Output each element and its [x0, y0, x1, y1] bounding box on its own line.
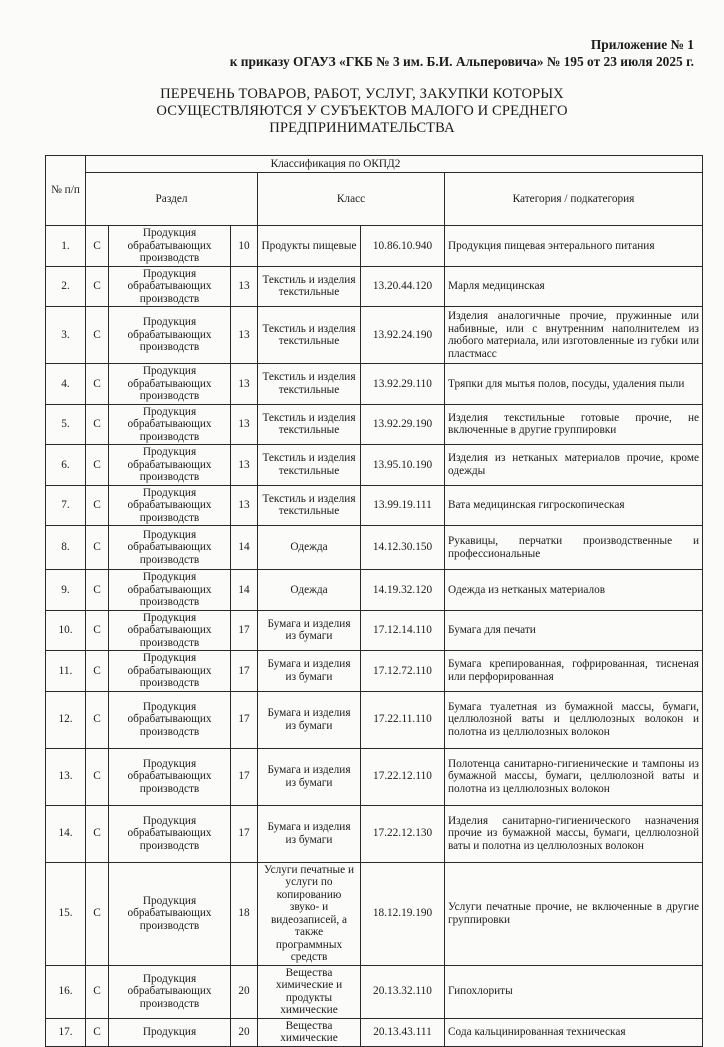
class-name: Текстиль и изделия текстильные: [258, 266, 361, 307]
section-name: Продукция обрабатывающих производств: [109, 862, 231, 965]
table-row: [46, 610, 703, 651]
category-code: 13.20.44.120: [361, 266, 445, 307]
class-code: 13: [231, 266, 258, 307]
col-number-header: № п/п: [46, 156, 86, 226]
section-letter: С: [86, 610, 109, 651]
section-name: Продукция обрабатывающих производств: [109, 364, 231, 405]
col-category-header: Категория / подкатегория: [445, 173, 703, 226]
section-name: Продукция обрабатывающих производств: [109, 570, 231, 611]
item-name: Гипохлориты: [445, 965, 703, 1018]
class-code: 13: [231, 404, 258, 445]
section-letter: С: [86, 805, 109, 862]
table-row: [46, 805, 703, 862]
table-row: [46, 307, 703, 364]
class-code: 13: [231, 485, 258, 526]
section-letter: С: [86, 748, 109, 805]
class-name: Вещества химические и продукты химические: [258, 965, 361, 1018]
section-letter: С: [86, 965, 109, 1018]
section-letter: С: [86, 364, 109, 405]
category-code: 17.22.11.110: [361, 691, 445, 748]
section-name: Продукция обрабатывающих производств: [109, 266, 231, 307]
class-code: 17: [231, 805, 258, 862]
table-row: [46, 364, 703, 405]
row-number: 10.: [46, 610, 86, 651]
category-code: 20.13.32.110: [361, 965, 445, 1018]
col-section-header: Раздел: [86, 173, 258, 226]
category-code: 17.12.72.110: [361, 651, 445, 692]
table-row: [46, 404, 703, 445]
class-name: Текстиль и изделия текстильные: [258, 307, 361, 364]
title-line-3: ПРЕДПРИНИМАТЕЛЬСТВА: [269, 120, 455, 136]
item-name: Одежда из нетканых материалов: [445, 570, 703, 611]
class-code: 17: [231, 691, 258, 748]
section-name: Продукция обрабатывающих производств: [109, 445, 231, 486]
class-code: 13: [231, 364, 258, 405]
table-row: [46, 691, 703, 748]
item-name: Изделия из нетканых материалов прочие, кроме одежды: [445, 445, 703, 486]
row-number: 3.: [46, 307, 86, 364]
class-code: 14: [231, 570, 258, 611]
class-name: Бумага и изделия из бумаги: [258, 748, 361, 805]
goods-table: [45, 155, 703, 1047]
item-name: Изделия аналогичные прочие, пружинные или набивные, или с внутренним наполнителем из любого материала, или изготовленные из губки или пластмасс: [445, 307, 703, 364]
section-name: Продукция обрабатывающих производств: [109, 691, 231, 748]
category-code: 13.92.29.110: [361, 364, 445, 405]
section-name: Продукция обрабатывающих производств: [109, 307, 231, 364]
table-row: [46, 965, 703, 1018]
col-class-header: Класс: [258, 173, 445, 226]
category-code: 17.22.12.130: [361, 805, 445, 862]
item-name: Бумага туалетная из бумажной массы, бумаги, целлюлозной ваты и целлюлозных волокон и полотна из целлюлозных волокон: [445, 691, 703, 748]
row-number: 1.: [46, 226, 86, 267]
section-name: Продукция: [109, 1018, 231, 1046]
item-name: Сода кальцинированная техническая: [445, 1018, 703, 1046]
class-name: Текстиль и изделия текстильные: [258, 404, 361, 445]
item-name: Услуги печатные прочие, не включенные в другие группировки: [445, 862, 703, 965]
row-number: 7.: [46, 485, 86, 526]
section-letter: С: [86, 226, 109, 267]
class-name: Бумага и изделия из бумаги: [258, 651, 361, 692]
item-name: Бумага для печати: [445, 610, 703, 651]
title-line-1: ПЕРЕЧЕНЬ ТОВАРОВ, РАБОТ, УСЛУГ, ЗАКУПКИ КОТОРЫХ: [160, 86, 564, 102]
table-row: [46, 526, 703, 570]
class-code: 17: [231, 610, 258, 651]
section-name: Продукция обрабатывающих производств: [109, 526, 231, 570]
document-title: [40, 86, 684, 137]
class-name: Бумага и изделия из бумаги: [258, 691, 361, 748]
table-row: [46, 570, 703, 611]
class-code: 14: [231, 526, 258, 570]
class-code: 17: [231, 748, 258, 805]
category-code: 10.86.10.940: [361, 226, 445, 267]
section-name: Продукция обрабатывающих производств: [109, 610, 231, 651]
item-name: Вата медицинская гигроскопическая: [445, 485, 703, 526]
table-row: [46, 266, 703, 307]
category-code: 20.13.43.111: [361, 1018, 445, 1046]
section-letter: С: [86, 862, 109, 965]
title-line-2: ОСУЩЕСТВЛЯЮТСЯ У СУБЪЕКТОВ МАЛОГО И СРЕДНЕГО: [156, 103, 568, 119]
class-name: Текстиль и изделия текстильные: [258, 445, 361, 486]
table-row: [46, 485, 703, 526]
section-letter: С: [86, 307, 109, 364]
class-name: Текстиль и изделия текстильные: [258, 485, 361, 526]
table-row: [46, 445, 703, 486]
row-number: 15.: [46, 862, 86, 965]
category-code: 18.12.19.190: [361, 862, 445, 965]
class-name: Бумага и изделия из бумаги: [258, 610, 361, 651]
row-number: 9.: [46, 570, 86, 611]
category-code: 13.92.24.190: [361, 307, 445, 364]
section-letter: С: [86, 1018, 109, 1046]
row-number: 2.: [46, 266, 86, 307]
category-code: 14.19.32.120: [361, 570, 445, 611]
class-name: Вещества химические: [258, 1018, 361, 1046]
row-number: 13.: [46, 748, 86, 805]
section-letter: С: [86, 570, 109, 611]
table-row: [46, 1018, 703, 1046]
row-number: 8.: [46, 526, 86, 570]
section-name: Продукция обрабатывающих производств: [109, 651, 231, 692]
item-name: Тряпки для мытья полов, посуды, удаления пыли: [445, 364, 703, 405]
class-name: Одежда: [258, 526, 361, 570]
appendix-number: Приложение № 1: [590, 37, 694, 52]
class-name: Бумага и изделия из бумаги: [258, 805, 361, 862]
okpd-group-label: Классификация по ОКПД2: [270, 157, 401, 170]
item-name: Рукавицы, перчатки производственные и профессиональные: [445, 526, 703, 570]
row-number: 5.: [46, 404, 86, 445]
row-number: 11.: [46, 651, 86, 692]
section-letter: С: [86, 404, 109, 445]
category-code: 13.99.19.111: [361, 485, 445, 526]
category-code: 17.12.14.110: [361, 610, 445, 651]
section-letter: С: [86, 651, 109, 692]
row-number: 12.: [46, 691, 86, 748]
section-letter: С: [86, 445, 109, 486]
class-code: 13: [231, 307, 258, 364]
item-name: Марля медицинская: [445, 266, 703, 307]
item-name: Бумага крепированная, гофрированная, тисненая или перфорированная: [445, 651, 703, 692]
table-row: [46, 651, 703, 692]
section-name: Продукция обрабатывающих производств: [109, 485, 231, 526]
section-letter: С: [86, 266, 109, 307]
okpd-group-header: [86, 156, 703, 173]
table-row: [46, 862, 703, 965]
category-code: 14.12.30.150: [361, 526, 445, 570]
appendix-header: [230, 36, 694, 70]
section-name: Продукция обрабатывающих производств: [109, 748, 231, 805]
class-name: Услуги печатные и услуги по копированию звуко- и видеозаписей, а также программных средств: [258, 862, 361, 965]
item-name: Полотенца санитарно-гигиенические и тампоны из бумажной массы, бумаги, целлюлозной ваты и полотна из целлюлозных волокон: [445, 748, 703, 805]
section-letter: С: [86, 526, 109, 570]
item-name: Продукция пищевая энтерального питания: [445, 226, 703, 267]
class-name: Текстиль и изделия текстильные: [258, 364, 361, 405]
class-code: 20: [231, 965, 258, 1018]
item-name: Изделия санитарно-гигиенического назначения прочие из бумажной массы, бумаги, целлюлозной ваты и полотна из целлюлозных волокон: [445, 805, 703, 862]
row-number: 17.: [46, 1018, 86, 1046]
section-name: Продукция обрабатывающих производств: [109, 805, 231, 862]
order-reference: к приказу ОГАУЗ «ГКБ № 3 им. Б.И. Альперовича» № 195 от 23 июля 2025 г.: [229, 54, 694, 69]
table-row: [46, 748, 703, 805]
category-code: 17.22.12.110: [361, 748, 445, 805]
class-code: 17: [231, 651, 258, 692]
class-name: Продукты пищевые: [258, 226, 361, 267]
class-code: 18: [231, 862, 258, 965]
class-code: 20: [231, 1018, 258, 1046]
row-number: 4.: [46, 364, 86, 405]
table-row: [46, 226, 703, 267]
section-letter: С: [86, 485, 109, 526]
row-number: 14.: [46, 805, 86, 862]
row-number: 16.: [46, 965, 86, 1018]
section-name: Продукция обрабатывающих производств: [109, 965, 231, 1018]
section-name: Продукция обрабатывающих производств: [109, 404, 231, 445]
class-code: 10: [231, 226, 258, 267]
class-code: 13: [231, 445, 258, 486]
item-name: Изделия текстильные готовые прочие, не включенные в другие группировки: [445, 404, 703, 445]
class-name: Одежда: [258, 570, 361, 611]
section-name: Продукция обрабатывающих производств: [109, 226, 231, 267]
category-code: 13.92.29.190: [361, 404, 445, 445]
category-code: 13.95.10.190: [361, 445, 445, 486]
section-letter: С: [86, 691, 109, 748]
row-number: 6.: [46, 445, 86, 486]
